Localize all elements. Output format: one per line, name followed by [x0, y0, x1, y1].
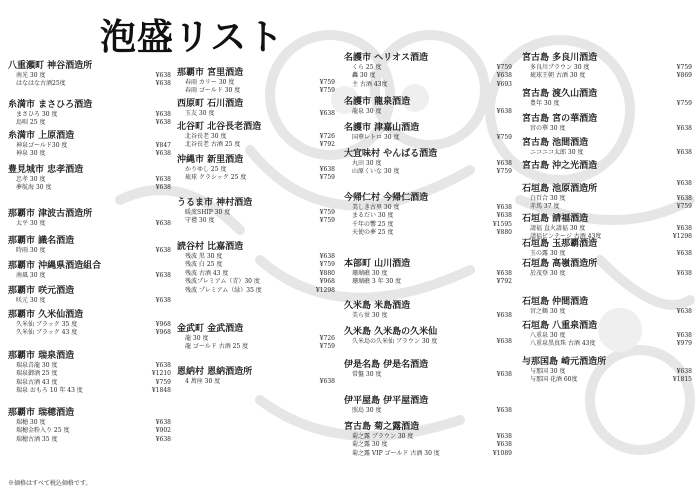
item-name: 北谷長老 30 度 [185, 133, 227, 140]
distillery-heading: 北谷町 北谷長老酒造 [177, 122, 262, 132]
distillery-block [177, 121, 335, 150]
distillery-block [8, 130, 171, 159]
item-name: 琉球 クラシック 25 度 [185, 174, 247, 182]
item-name: 丸田 30 度 [352, 160, 382, 167]
item-name: 豊年 30 度 [530, 100, 560, 107]
item-price: ¥638 [676, 332, 692, 339]
item-name: 春雨 ゴールド 30 度 [185, 87, 241, 95]
distillery-heading: 石垣島 高嶺酒造所 [522, 259, 598, 269]
item-price: ¥638 [155, 419, 171, 426]
item-price: ¥638 [496, 441, 512, 449]
item-name: 春雨 カリー 30 度 [185, 79, 235, 86]
distillery-heading: 那覇市 沖縄県酒造組合 [8, 261, 102, 271]
item-price: ¥759 [676, 203, 692, 211]
item-name: 龍泉 30 度 [352, 108, 382, 115]
distillery-block [344, 359, 512, 379]
distillery-block [344, 326, 512, 346]
distillery-block [8, 235, 171, 255]
item-name: 龍 ゴールド 古酒 25 度 [185, 343, 249, 351]
menu-item [177, 378, 335, 386]
item-price: ¥759 [155, 378, 171, 386]
item-name: 瑞泉青龍 30 度 [16, 362, 58, 369]
distillery-heading: 那覇市 識名酒造 [8, 236, 75, 246]
distillery-heading: 金武町 金武酒造 [177, 324, 244, 334]
distillery-block [344, 421, 512, 458]
item-name: くら 25 度 [352, 64, 382, 71]
item-price: ¥638 [155, 111, 171, 118]
item-price: ¥638 [155, 176, 171, 183]
menu-item [344, 221, 512, 229]
item-name: 北谷長老 古酒 25 度 [185, 141, 241, 149]
distillery-heading: 今帰仁村 今帰仁酒造 [344, 193, 429, 203]
distillery-heading: 石垣島 八重泉酒造 [522, 321, 598, 331]
item-price: ¥638 [496, 212, 512, 220]
menu-item [344, 108, 512, 116]
item-name: かりゆし 25 度 [185, 166, 227, 173]
item-name: 残波 黒 30 度 [185, 253, 223, 260]
distillery-block [344, 395, 512, 415]
distillery-block [8, 99, 171, 128]
item-price: ¥968 [155, 321, 171, 328]
item-name: 与那国 30 度 [530, 368, 566, 375]
item-price: ¥638 [496, 108, 512, 115]
distillery-block [344, 122, 512, 142]
item-price: ¥1210 [151, 370, 171, 378]
item-name: 琉球王朝 古酒 30 度 [530, 72, 586, 80]
item-name: まさひろ 30 度 [16, 111, 58, 118]
item-name: 菊之露 30 度 [352, 441, 388, 449]
distillery-block [522, 258, 692, 278]
item-name: 忠孝 30 度 [16, 176, 46, 183]
distillery-heading: 石垣島 玉那覇酒造 [522, 239, 598, 249]
distillery-heading: 宮古島 渡久山酒造 [522, 89, 598, 99]
distillery-heading: 宮古島 菊之露酒造 [344, 422, 420, 432]
item-name: 龍 30 度 [185, 335, 209, 342]
distillery-block [344, 192, 512, 238]
item-price: ¥792 [496, 278, 512, 286]
distillery-block [522, 238, 692, 258]
item-name: 宮之鶴 30 度 [530, 308, 566, 315]
distillery-heading: 那覇市 久米仙酒造 [8, 310, 84, 320]
item-name: 珊瑚礁 30 度 [352, 270, 388, 277]
menu-item [344, 168, 512, 176]
item-name: 暖流SHIP 30 度 [185, 209, 231, 216]
item-price: ¥693 [496, 80, 512, 88]
item-price: ¥759 [676, 100, 692, 107]
item-price: ¥638 [319, 378, 335, 385]
item-price: ¥638 [676, 180, 692, 188]
item-price: ¥1815 [672, 376, 692, 384]
item-price: ¥638 [155, 119, 171, 127]
item-name: 咲元 30 度 [16, 297, 46, 304]
distillery-heading: 久米島 久米島の久米仙 [344, 327, 438, 337]
item-name: 瑞泉古酒 43 度 [16, 378, 58, 386]
distillery-heading: 名護市 龍泉酒造 [344, 97, 411, 107]
menu-item [177, 174, 335, 182]
price-footnote: ※価格はすべて税込価格です。 [8, 480, 92, 487]
item-name: 於茂登 30 度 [530, 270, 566, 277]
item-price: ¥759 [319, 261, 335, 269]
menu-item [344, 72, 512, 80]
item-price: ¥1298 [315, 286, 335, 294]
item-name: 国華レトロ 30 度 [352, 134, 400, 141]
distillery-block [8, 60, 171, 89]
item-name: 宮の華 30 度 [530, 125, 566, 132]
item-price: ¥638 [676, 368, 692, 375]
item-name: ニコニコ太郎 30 度 [530, 149, 584, 156]
distillery-heading: 那覇市 瑞穂酒造 [8, 408, 75, 418]
item-price: ¥759 [319, 217, 335, 225]
menu-item [522, 149, 692, 157]
item-price: ¥638 [676, 149, 692, 156]
menu-item [344, 212, 512, 220]
distillery-block [522, 137, 692, 157]
distillery-heading: 恩納村 恩納酒造所 [177, 367, 253, 377]
item-price: ¥979 [676, 340, 692, 348]
item-name: 主 古酒 43度 [352, 80, 388, 88]
distillery-heading: 与那国島 崎元酒造所 [522, 357, 607, 367]
distillery-block [8, 309, 171, 338]
distillery-block [177, 241, 335, 295]
item-price: ¥638 [676, 225, 692, 232]
item-price: ¥968 [319, 278, 335, 286]
menu-item [177, 270, 335, 278]
item-price: ¥759 [676, 64, 692, 71]
distillery-block [522, 183, 692, 212]
item-name: 4 萬座 30 度 [185, 378, 221, 385]
distillery-heading: 名護市 津嘉山酒造 [344, 123, 420, 133]
item-name: 神泉 30 度 [16, 150, 46, 158]
distillery-heading: 宮古島 宮の華酒造 [522, 114, 598, 124]
item-name: 残波 白 25 度 [185, 261, 223, 269]
menu-item [344, 278, 512, 286]
menu-item [177, 110, 335, 118]
item-name: 照島 30 度 [352, 407, 382, 414]
distillery-heading: 本部町 山川酒造 [344, 259, 411, 269]
item-price: ¥638 [155, 72, 171, 79]
item-name: 多良川ブラウン 30 度 [530, 64, 590, 71]
item-name: 久米仙 ブラック 43 度 [16, 329, 78, 337]
item-name: 残波プレミアム（青）30 度 [185, 278, 260, 286]
item-name: 南風 30 度 [16, 272, 46, 279]
item-name: 白百合 30 度 [530, 195, 566, 202]
menu-item [344, 312, 512, 320]
item-price: ¥638 [676, 195, 692, 202]
item-price: ¥638 [676, 125, 692, 132]
page-title: 泡盛リスト [100, 17, 285, 58]
item-name: まるだい 30 度 [352, 212, 394, 220]
menu-item [344, 441, 512, 449]
menu-item [522, 125, 692, 133]
menu-item [344, 371, 512, 379]
item-price: ¥638 [496, 433, 512, 440]
distillery-heading: 那覇市 咲元酒造 [8, 286, 75, 296]
distillery-heading: 豊見城市 忠孝酒造 [8, 165, 84, 175]
menu-item [8, 184, 171, 192]
menu-item [522, 203, 692, 211]
item-name: 菊之露 VIP ゴールド 古酒 30 度 [352, 449, 440, 457]
item-name: 美しき古里 30 度 [352, 204, 400, 211]
item-name: 珊瑚礁 3 年 30 度 [352, 278, 402, 286]
item-price: ¥638 [496, 204, 512, 211]
item-name: 南光 30 度 [16, 72, 46, 79]
item-price: ¥638 [155, 272, 171, 279]
item-name: 轟 30 度 [352, 72, 376, 80]
distillery-block [522, 356, 692, 385]
menu-item [177, 278, 335, 286]
item-price: ¥638 [496, 72, 512, 80]
menu-item [344, 229, 512, 237]
item-price: ¥638 [155, 184, 171, 192]
item-price: ¥638 [319, 166, 335, 173]
distillery-block [522, 113, 692, 133]
item-price: ¥880 [496, 229, 512, 237]
item-name: 請福 直火請福 30 度 [530, 225, 586, 232]
item-price: ¥638 [496, 270, 512, 277]
item-name: 守禮 30 度 [185, 217, 215, 225]
distillery-block [177, 197, 335, 226]
menu-item [344, 134, 512, 142]
distillery-block [522, 320, 692, 349]
item-name: はなはな古酒25度 [16, 80, 66, 88]
distillery-block [8, 260, 171, 280]
item-price: ¥726 [319, 133, 335, 140]
item-price: ¥638 [496, 312, 512, 319]
menu-item [522, 340, 692, 348]
item-price: ¥1089 [492, 449, 512, 457]
item-price: ¥638 [496, 160, 512, 167]
item-name: 瑞泉御酒 25 度 [16, 370, 58, 378]
distillery-heading: 那覇市 宮里酒造 [177, 68, 244, 78]
item-price: ¥1595 [492, 220, 512, 228]
item-name: 島唄 25 度 [16, 119, 46, 127]
item-name: 瑞穂 30 度 [16, 419, 46, 426]
item-price: ¥638 [155, 150, 171, 158]
item-name: 菊之露 ブラウン 30 度 [352, 433, 414, 440]
item-name: 赤馬 37 度 [530, 203, 560, 211]
distillery-block [177, 366, 335, 386]
item-name: 久米仙 ブラック 35 度 [16, 321, 78, 328]
menu-item [8, 220, 171, 228]
item-name: 久米島の久米仙 ブラウン 30 度 [352, 338, 438, 345]
menu-item [522, 172, 692, 180]
menu-item [522, 308, 692, 316]
item-price: ¥759 [319, 174, 335, 182]
distillery-heading: 名護市 ヘリオス酒造 [344, 53, 428, 63]
item-name: 残波 古酒 43 度 [185, 269, 229, 277]
item-price: ¥726 [319, 335, 335, 342]
item-price: ¥902 [155, 427, 171, 435]
item-price: ¥638 [155, 297, 171, 304]
menu-item [522, 376, 692, 384]
menu-item [177, 343, 335, 351]
item-name: 山原くいな 30 度 [352, 168, 400, 176]
distillery-heading: 那覇市 津波古酒造所 [8, 209, 93, 219]
distillery-heading: 那覇市 瑞泉酒造 [8, 351, 75, 361]
menu-item [8, 329, 171, 337]
item-name: 千年の響 25 度 [352, 220, 394, 228]
item-name: 玉の露 30 度 [530, 250, 566, 257]
item-price: ¥759 [319, 79, 335, 86]
menu-item [177, 141, 335, 149]
distillery-block [344, 300, 512, 320]
menu-item [8, 379, 171, 387]
item-price: ¥638 [676, 270, 692, 277]
item-name: 時雨 30 度 [16, 247, 46, 254]
distillery-block [522, 52, 692, 81]
distillery-heading: うるま市 神村酒造 [177, 198, 253, 208]
menu-item [8, 436, 171, 444]
menu-item [8, 387, 171, 395]
menu-item [344, 450, 512, 458]
item-price: ¥638 [676, 250, 692, 257]
distillery-block [8, 285, 171, 305]
item-name: 請福ビンテージ 古酒 43度 [530, 233, 602, 241]
item-price: ¥638 [155, 220, 171, 227]
item-price: ¥759 [496, 134, 512, 141]
distillery-block [8, 208, 171, 228]
item-price: ¥638 [155, 362, 171, 369]
menu-item [8, 247, 171, 255]
menu-item [177, 261, 335, 269]
item-price: ¥638 [155, 80, 171, 88]
item-price: ¥968 [155, 329, 171, 337]
distillery-block [8, 164, 171, 193]
menu-item [8, 119, 171, 127]
distillery-block [344, 148, 512, 177]
item-price: ¥1298 [672, 233, 692, 241]
distillery-heading: 西原町 石川酒造 [177, 99, 244, 109]
item-price: ¥759 [319, 209, 335, 216]
distillery-block [344, 258, 512, 287]
distillery-block [344, 52, 512, 89]
menu-item [344, 338, 512, 346]
menu-item [522, 72, 692, 80]
distillery-block [344, 96, 512, 116]
item-price: ¥638 [496, 371, 512, 378]
item-price: ¥759 [319, 343, 335, 351]
distillery-heading: 宮古島 沖之光酒造 [522, 161, 598, 171]
distillery-heading: 石垣島 請福酒造 [522, 214, 589, 224]
menu-item [8, 427, 171, 435]
item-name: 残波 プレミアム（緑）35 度 [185, 286, 262, 294]
menu-item [177, 87, 335, 95]
menu-item [177, 217, 335, 225]
distillery-heading: 糸満市 まさひろ酒造 [8, 100, 93, 110]
distillery-block [8, 407, 171, 444]
item-price: ¥759 [496, 168, 512, 176]
distillery-heading: 読谷村 比嘉酒造 [177, 242, 244, 252]
menu-item [8, 80, 171, 88]
item-name: 美ら蛍 30 度 [352, 312, 388, 319]
distillery-heading: 沖縄市 新里酒造 [177, 155, 244, 165]
distillery-block [177, 67, 335, 96]
menu-item [8, 150, 171, 158]
distillery-heading: 久米島 米島酒造 [344, 301, 411, 311]
menu-item [177, 287, 335, 295]
item-name: 常盤 30 度 [352, 371, 382, 378]
item-price: ¥638 [319, 253, 335, 260]
distillery-block [177, 323, 335, 352]
distillery-block [8, 350, 171, 396]
item-name: 神泉ゴールド30 度 [16, 142, 68, 149]
menu-item [522, 100, 692, 108]
item-name: 天使の夢 25 度 [352, 229, 394, 237]
item-name: 太平 30 度 [16, 220, 46, 227]
item-price: ¥759 [496, 64, 512, 71]
distillery-heading: 八重瀬町 神谷酒造所 [8, 61, 93, 71]
item-price: ¥759 [319, 87, 335, 95]
item-price: ¥1848 [151, 387, 171, 395]
item-name: 瑞穂金粉入り 25 度 [16, 427, 70, 435]
item-price: ¥638 [676, 308, 692, 315]
item-name: 瑞穂古酒 35 度 [16, 435, 58, 443]
menu-item [8, 297, 171, 305]
item-price: ¥638 [155, 247, 171, 254]
distillery-block [177, 98, 335, 118]
distillery-heading: 伊是名島 伊是名酒造 [344, 360, 429, 370]
menu-item [522, 270, 692, 278]
item-name: 瑞泉 おもろ 10 年 43 度 [16, 387, 83, 395]
item-price: ¥880 [319, 269, 335, 277]
item-name: 夢航海 30 度 [16, 184, 52, 192]
distillery-block [522, 88, 692, 108]
item-price: ¥638 [319, 110, 335, 117]
item-price: ¥869 [676, 72, 692, 80]
menu-item [8, 370, 171, 378]
item-price: ¥638 [496, 407, 512, 414]
distillery-heading: 宮古島 多良川酒造 [522, 53, 598, 63]
distillery-heading: 伊平屋島 伊平屋酒造 [344, 396, 429, 406]
distillery-heading: 宮古島 池間酒造 [522, 138, 589, 148]
distillery-block [177, 154, 335, 183]
item-name: 玉友 30 度 [185, 110, 215, 117]
distillery-heading: 石垣島 池原酒造所 [522, 184, 598, 194]
item-price: ¥638 [155, 435, 171, 443]
distillery-heading: 糸満市 上原酒造 [8, 131, 75, 141]
item-name: 八重泉黒真珠 古酒 43度 [530, 340, 596, 348]
item-price: ¥638 [496, 338, 512, 345]
item-price: ¥792 [319, 141, 335, 149]
menu-item [344, 407, 512, 415]
distillery-block [522, 296, 692, 316]
item-name: 八重泉 30 度 [530, 332, 566, 339]
item-price: ¥847 [155, 142, 171, 149]
menu-item [344, 81, 512, 89]
item-name: 与那国 花酒 60度 [530, 376, 578, 384]
distillery-heading: 大宜味村 やんばる酒造 [344, 149, 438, 159]
menu-item [8, 272, 171, 280]
distillery-heading: 石垣島 仲間酒造 [522, 297, 589, 307]
